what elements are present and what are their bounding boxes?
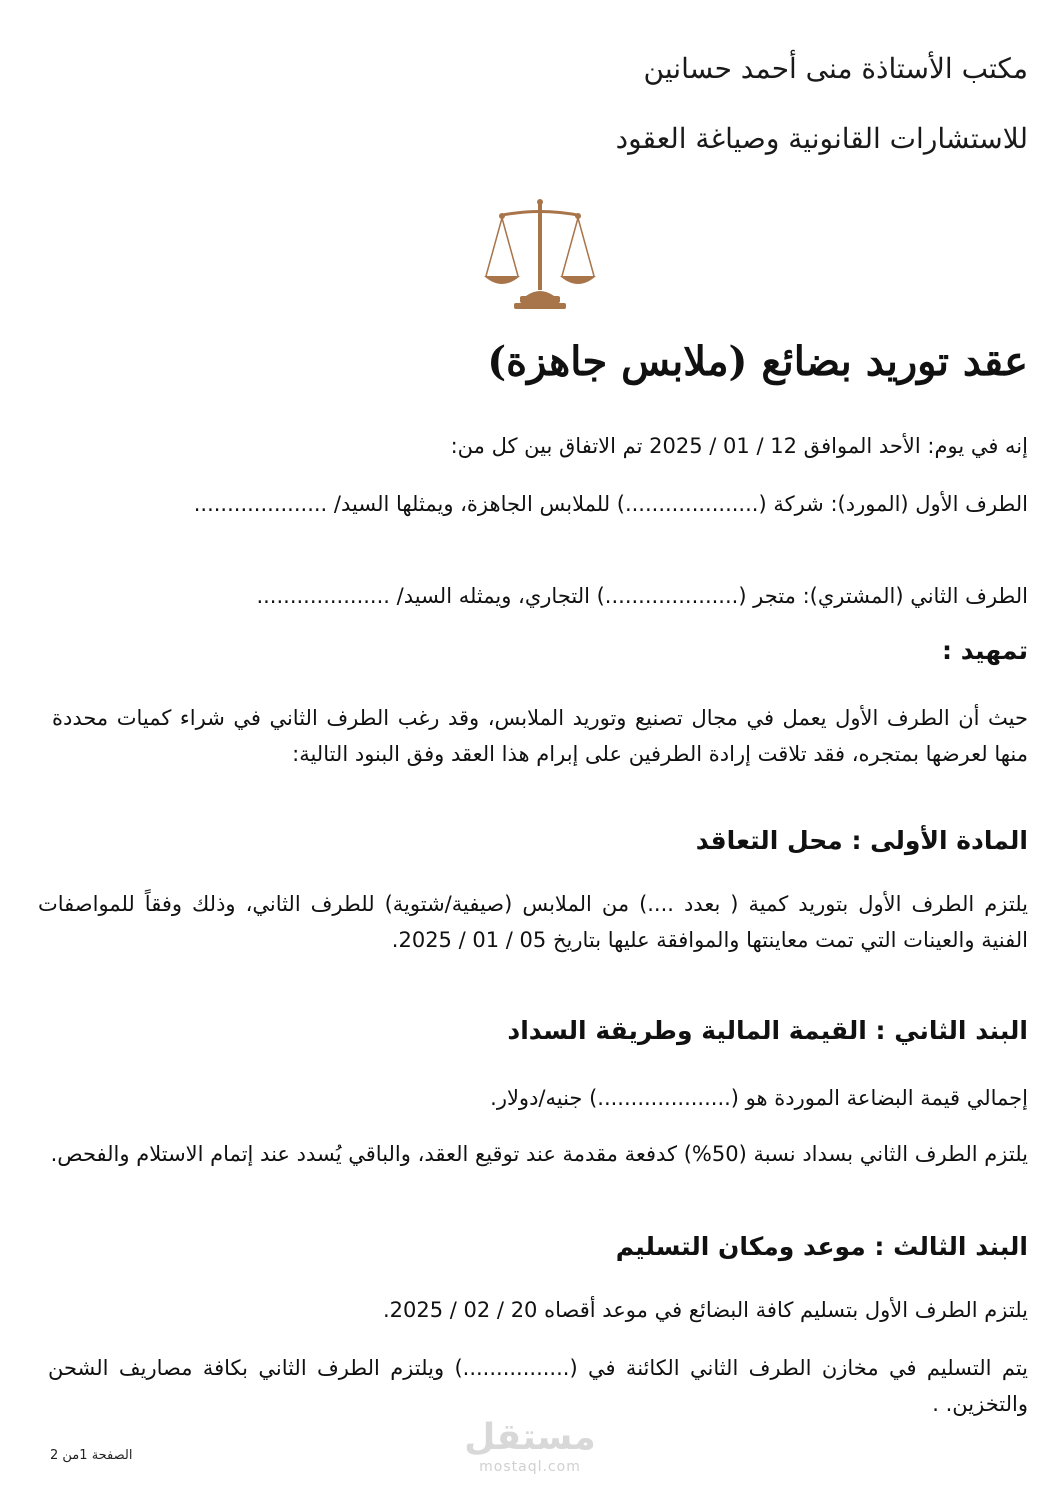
- party-one: الطرف الأول (المورد): شركة (....................) للملابس الجاهزة، ويمثلها السيد/ ....................: [193, 492, 1028, 516]
- article3-location: يتم التسليم في مخازن الطرف الثاني الكائنة في (................) ويلتزم الطرف الثاني بكافة مصاريف الشحن والتخزين. .: [48, 1356, 1028, 1416]
- article3-heading: البند الثالث : موعد ومكان التسليم: [615, 1232, 1028, 1261]
- office-tagline: للاستشارات القانونية وصياغة العقود: [615, 122, 1028, 155]
- mostaql-watermark: [464, 1418, 596, 1476]
- article2-heading: البند الثاني : القيمة المالية وطريقة السداد: [507, 1016, 1028, 1045]
- article1-heading: المادة الأولى : محل التعاقد: [695, 826, 1028, 855]
- watermark-latin: mostaql.com: [479, 1459, 581, 1475]
- preamble-heading: تمهيد :: [942, 636, 1028, 665]
- office-name: مكتب الأستاذة منى أحمد حسانين: [643, 52, 1028, 85]
- party-two: الطرف الثاني (المشتري): متجر (....................) التجاري، ويمثله السيد/ ....................: [256, 584, 1028, 608]
- contract-title: عقد توريد بضائع (ملابس جاهزة): [487, 338, 1028, 385]
- watermark-arabic: مستقل: [464, 1417, 596, 1458]
- page-number: الصفحة 1من 2: [50, 1448, 133, 1463]
- article2-value: إجمالي قيمة البضاعة الموردة هو (....................) جنيه/دولار.: [490, 1086, 1028, 1110]
- article2-payment: يلتزم الطرف الثاني بسداد نسبة (50%) كدفعة مقدمة عند توقيع العقد، والباقي يُسدد عند إتمام الاستلام والفحص.: [50, 1142, 1028, 1166]
- date-line: إنه في يوم: الأحد الموافق 12 / 01 / 2025 تم الاتفاق بين كل من:: [450, 434, 1028, 458]
- article1-text: يلتزم الطرف الأول بتوريد كمية ( بعدد ....) من الملابس (صيفية/شتوية) للطرف الثاني، وذلك وفقاً للمواصفات الفنية والعينات التي تمت معاينتها والموافقة عليها بتاريخ 05 / 01 / 2025.: [38, 892, 1028, 952]
- preamble-text: حيث أن الطرف الأول يعمل في مجال تصنيع وتوريد الملابس، وقد رغب الطرف الثاني في شراء كميات محددة منها لعرضها بمتجره، فقد تلاقت إرادة الطرفين على إبرام هذا العقد وفق البنود التالية:: [52, 706, 1028, 766]
- scales-of-justice-icon: [480, 196, 600, 316]
- article3-deadline: يلتزم الطرف الأول بتسليم كافة البضائع في موعد أقصاه 20 / 02 / 2025.: [382, 1298, 1028, 1322]
